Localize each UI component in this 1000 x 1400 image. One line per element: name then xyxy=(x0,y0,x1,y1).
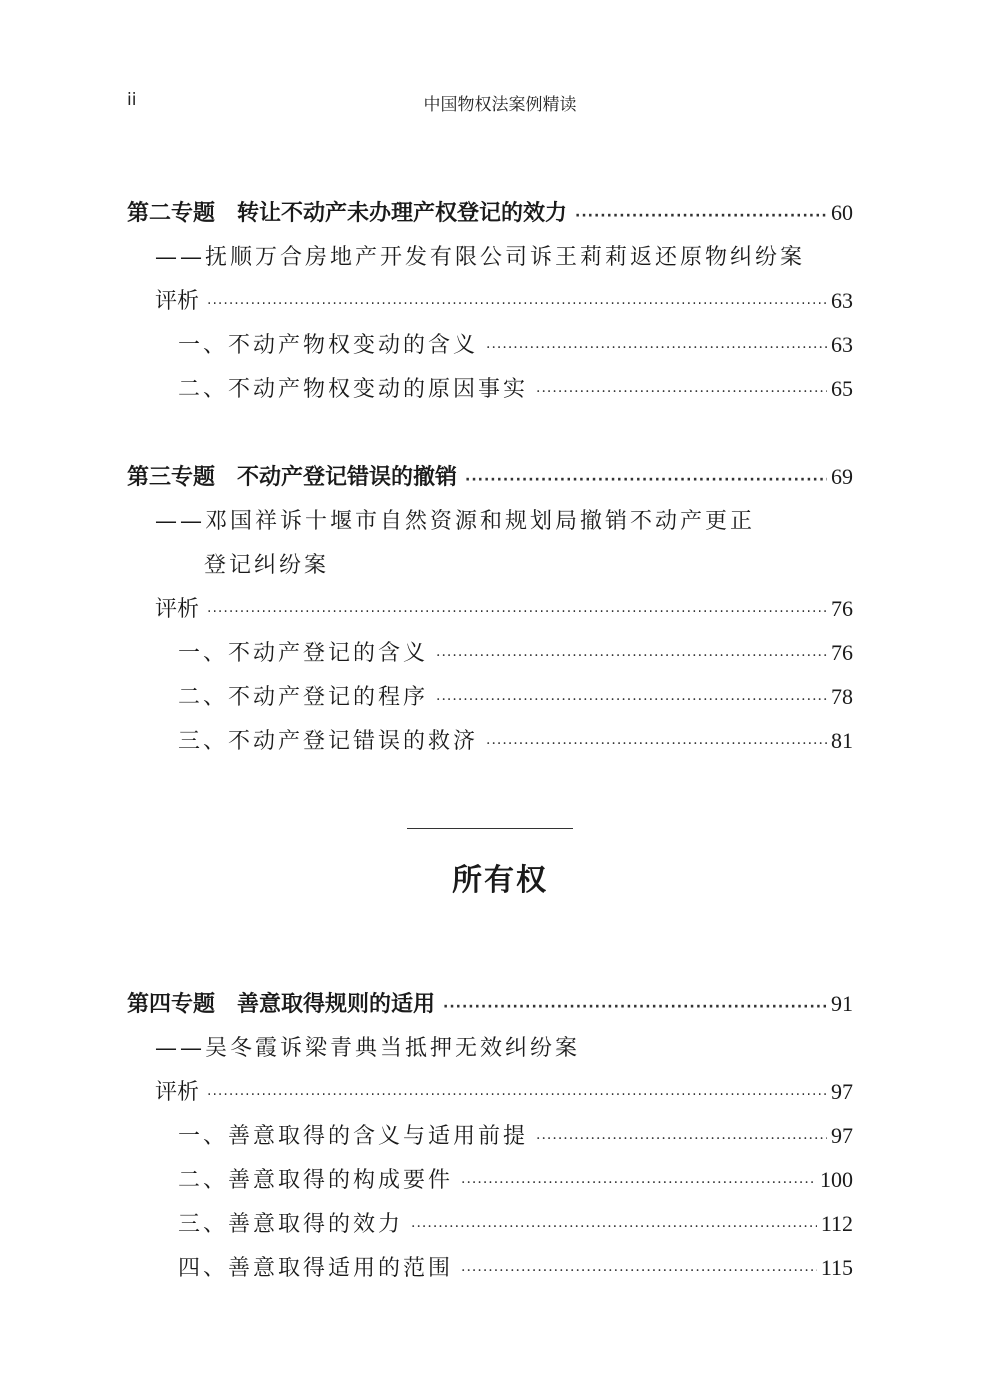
item-label: 一、善意取得的含义与适用前提 xyxy=(178,1124,529,1149)
toc-entry-item[interactable] xyxy=(178,1251,853,1287)
dot-leader xyxy=(436,692,827,708)
page-ref: 63 xyxy=(831,288,853,313)
page-ref: 81 xyxy=(831,728,853,753)
toc-entry-item[interactable] xyxy=(178,680,853,716)
page-ref: 115 xyxy=(820,1255,853,1280)
page-ref: 60 xyxy=(831,200,853,225)
toc-entry-item[interactable] xyxy=(178,372,853,408)
item-label: 二、不动产登记的程序 xyxy=(178,685,429,710)
dot-leader xyxy=(536,1131,827,1147)
toc-entry-analysis[interactable] xyxy=(155,284,853,320)
item-label: 一、不动产物权变动的含义 xyxy=(178,333,479,358)
dot-leader xyxy=(461,1175,816,1191)
toc-entry-item[interactable] xyxy=(178,1119,853,1155)
toc-entry-topic-2[interactable] xyxy=(127,196,853,232)
page-ref: 97 xyxy=(831,1079,853,1104)
toc-entry-item[interactable] xyxy=(178,1163,853,1199)
toc-entry-analysis[interactable] xyxy=(155,592,853,628)
book-title: 中国物权法案例精读 xyxy=(423,95,577,115)
toc-entry-item[interactable] xyxy=(178,636,853,672)
dot-leader xyxy=(486,340,827,356)
page-ref: 65 xyxy=(831,376,853,401)
page-ref: 97 xyxy=(831,1123,853,1148)
dot-leader xyxy=(486,736,827,752)
dot-leader xyxy=(207,1087,827,1103)
toc-entry-analysis[interactable] xyxy=(155,1075,853,1111)
page-number: ii xyxy=(127,90,137,110)
toc-entry-item[interactable] xyxy=(178,724,853,760)
toc-entry-item[interactable] xyxy=(178,328,853,364)
dot-leader xyxy=(465,472,827,488)
item-label: 三、不动产登记错误的救济 xyxy=(178,729,479,754)
case-title-line-1: ——邓国祥诉十堰市自然资源和规划局撤销不动产更正 xyxy=(155,509,756,534)
case-title-line-2: 登记纠纷案 xyxy=(204,553,330,578)
page-ref: 112 xyxy=(820,1211,853,1236)
section-divider xyxy=(407,828,573,829)
topic-title: 第三专题 不动产登记错误的撤销 xyxy=(127,465,458,490)
page-ref: 78 xyxy=(831,684,853,709)
dot-leader xyxy=(443,999,827,1015)
dot-leader xyxy=(411,1219,817,1235)
topic-title: 第二专题 转让不动产未办理产权登记的效力 xyxy=(127,201,568,226)
item-label: 四、善意取得适用的范围 xyxy=(178,1256,454,1281)
dot-leader xyxy=(536,384,827,400)
case-title: ——抚顺万合房地产开发有限公司诉王莉莉返还原物纠纷案 xyxy=(155,245,806,270)
page-ref: 91 xyxy=(831,991,853,1016)
analysis-label: 评析 xyxy=(155,289,200,314)
analysis-label: 评析 xyxy=(155,597,200,622)
page-ref: 69 xyxy=(831,464,853,489)
page-ref: 63 xyxy=(831,332,853,357)
dot-leader xyxy=(207,604,827,620)
toc-entry-topic-4[interactable] xyxy=(127,987,853,1023)
item-label: 二、不动产物权变动的原因事实 xyxy=(178,377,529,402)
dot-leader xyxy=(461,1263,817,1279)
dot-leader xyxy=(207,296,827,312)
dot-leader xyxy=(436,648,827,664)
item-label: 三、善意取得的效力 xyxy=(178,1212,404,1237)
section-title: 所有权 xyxy=(452,863,548,898)
page-ref: 100 xyxy=(820,1167,853,1192)
dot-leader xyxy=(575,208,827,224)
item-label: 一、不动产登记的含义 xyxy=(178,641,429,666)
toc-entry-item[interactable] xyxy=(178,1207,853,1243)
toc-entry-topic-3[interactable] xyxy=(127,460,853,496)
page-ref: 76 xyxy=(831,596,853,621)
page-ref: 76 xyxy=(831,640,853,665)
analysis-label: 评析 xyxy=(155,1080,200,1105)
item-label: 二、善意取得的构成要件 xyxy=(178,1168,454,1193)
running-header xyxy=(0,90,1000,120)
case-title: ——吴冬霞诉梁青典当抵押无效纠纷案 xyxy=(155,1036,581,1061)
topic-title: 第四专题 善意取得规则的适用 xyxy=(127,992,436,1017)
